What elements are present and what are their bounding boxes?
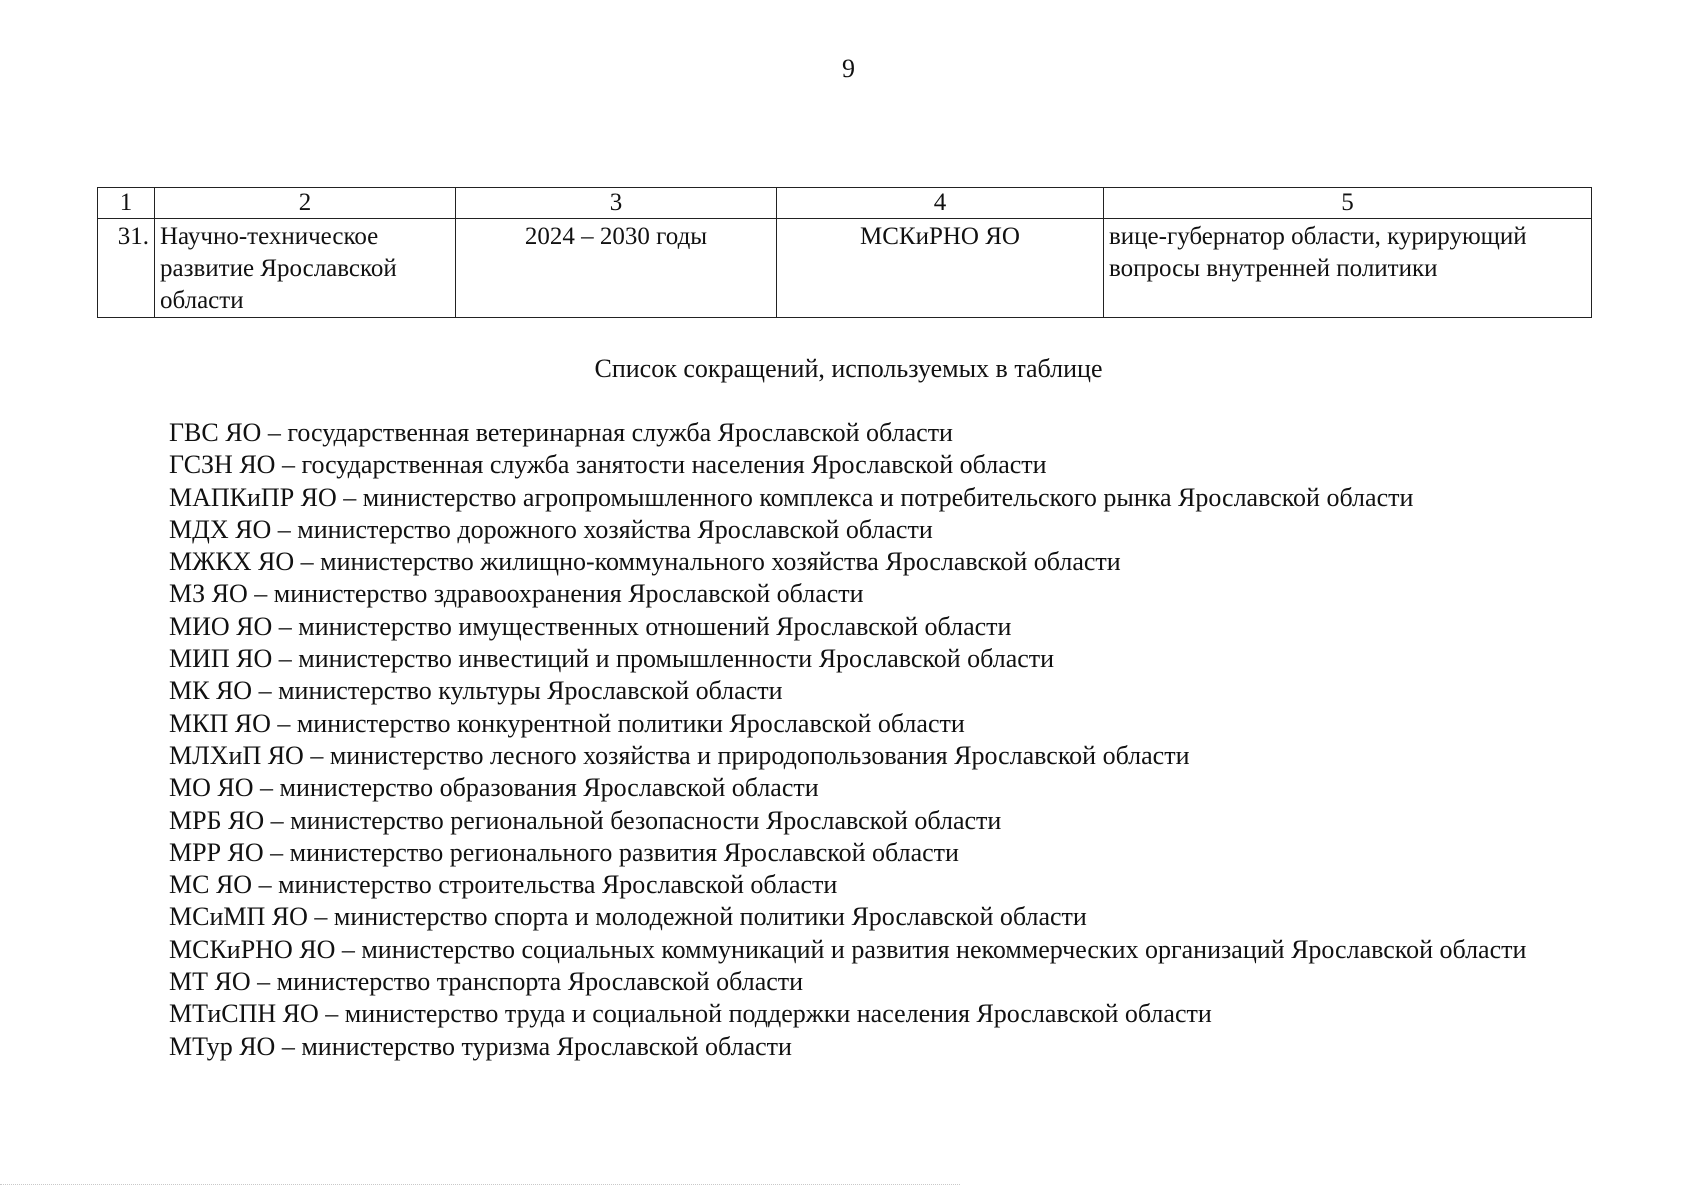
row-number-cell: 31. — [98, 219, 155, 318]
abbreviation-item: МДХ ЯО – министерство дорожного хозяйства Ярославской области — [169, 514, 933, 544]
scan-artifact-divider — [0, 1184, 960, 1186]
header-cell-3: 3 — [456, 188, 777, 219]
program-table — [97, 187, 1592, 318]
abbreviation-item: МСиМП ЯО – министерство спорта и молодежной политики Ярославской области — [169, 902, 1087, 932]
abbreviations-title: Список сокращений, используемых в таблице — [594, 354, 1103, 383]
abbreviation-item: МРР ЯО – министерство регионального развития Ярославской области — [169, 837, 959, 867]
curator-cell: вице-губернатор области, курирующий вопросы внутренней политики — [1104, 219, 1592, 318]
program-name-cell: Научно-техническое развитие Ярославской области — [155, 219, 456, 318]
abbreviation-item: МК ЯО – министерство культуры Ярославской области — [169, 676, 783, 706]
abbreviation-item: МАПКиПР ЯО – министерство агропромышленного комплекса и потребительского рынка Ярославской области — [169, 482, 1414, 512]
abbreviation-item: МЗ ЯО – министерство здравоохранения Ярославской области — [169, 579, 864, 609]
abbreviation-item: МС ЯО – министерство строительства Ярославской области — [169, 870, 838, 900]
abbreviations-list — [97, 417, 1577, 1063]
abbreviation-item: МРБ ЯО – министерство региональной безопасности Ярославской области — [169, 805, 1002, 835]
abbreviation-item: МКП ЯО – министерство конкурентной политики Ярославской области — [169, 708, 965, 738]
header-cell-2: 2 — [155, 188, 456, 219]
abbreviation-item: МИП ЯО – министерство инвестиций и промышленности Ярославской области — [169, 644, 1055, 674]
header-cell-4: 4 — [777, 188, 1104, 219]
abbreviation-item: МО ЯО – министерство образования Ярославской области — [169, 773, 819, 803]
header-cell-1: 1 — [98, 188, 155, 219]
executor-cell: МСКиРНО ЯО — [777, 219, 1104, 318]
abbreviation-item: МТур ЯО – министерство туризма Ярославской области — [169, 1031, 792, 1061]
abbreviation-item: МСКиРНО ЯО – министерство социальных коммуникаций и развития некоммерческих организаций Ярославской области — [169, 934, 1527, 964]
abbreviation-item: МИО ЯО – министерство имущественных отношений Ярославской области — [169, 611, 1012, 641]
abbreviation-item: МТиСПН ЯО – министерство труда и социальной поддержки населения Ярославской области — [169, 999, 1212, 1029]
table-header-row — [98, 188, 1592, 219]
page-number: 9 — [842, 54, 855, 83]
abbreviation-item: МЖКХ ЯО – министерство жилищно-коммунального хозяйства Ярославской области — [169, 547, 1121, 577]
abbreviation-item: ГВС ЯО – государственная ветеринарная служба Ярославской области — [169, 418, 953, 447]
header-cell-5: 5 — [1104, 188, 1592, 219]
abbreviation-item: МТ ЯО – министерство транспорта Ярославской области — [169, 967, 804, 997]
period-cell: 2024 – 2030 годы — [456, 219, 777, 318]
abbreviation-item: МЛХиП ЯО – министерство лесного хозяйства и природопользования Ярославской области — [169, 740, 1190, 770]
table-row — [98, 219, 1592, 318]
abbreviation-item: ГСЗН ЯО – государственная служба занятости населения Ярославской области — [169, 450, 1047, 480]
